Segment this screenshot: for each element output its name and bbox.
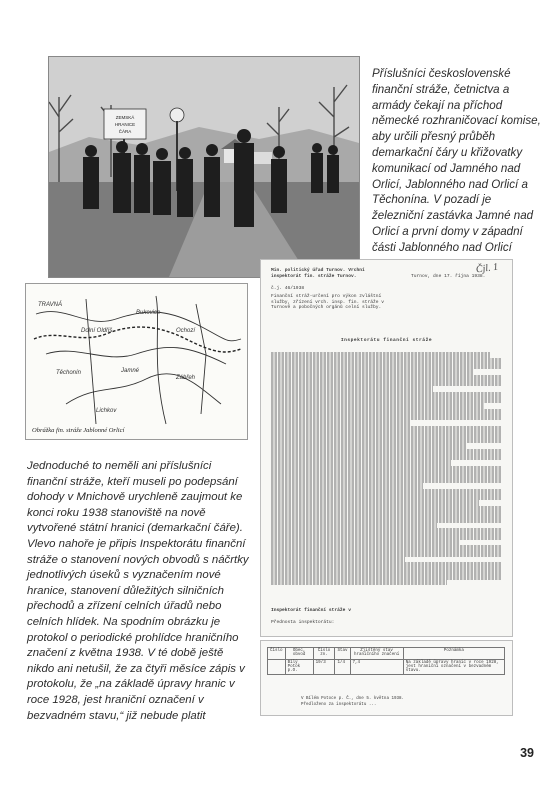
sign-line-1: ZEMSKÁ xyxy=(115,115,135,120)
border-sketch-map xyxy=(25,283,248,440)
table-cell xyxy=(268,660,286,675)
map-label-8: Lichkov xyxy=(96,408,117,414)
table-cell: 1/4 xyxy=(335,660,350,675)
letter-header: Min. politický úřad Turnov. Vrchní inspektorát fin. stráže Turnov. xyxy=(271,268,365,279)
sign-line-3: ČÁRA xyxy=(118,129,132,134)
map-label-4: Ochozí xyxy=(176,328,196,334)
page-number: 39 xyxy=(520,746,534,760)
table-cell: 7,4 xyxy=(350,660,403,675)
table-header: Číslo zn. xyxy=(313,648,335,660)
letter-number: č.j. 46/1938 xyxy=(271,286,305,291)
documents-caption: Jednoduché to neměli ani příslušníci finanční stráže, kteří museli po podepsání dohody v Mnichově urychleně zaujmout ke konci roku 1938 stanoviště na nově vytvořené státní hranici (demarkační čáře). Vlevo nahoře je připis Inspektorátu finanční stráže o stanovení nových obvodů s náčrtky jednotlivých úseků s vyznačením nové hranice, stanovení důležitých silničních přechodů a zřízení celních úřadů nebo celních hlídek. Na spodním obrázku je protokol o periodické prohlídce hraničního značení z května 1938. V té době ještě nikdo ani netušil, že za čtyři měsíce zápis v protokolu, že „na základě úpravy hranic v roce 1928, jest hraniční označení v bezvadném stavu,“ již nebude platit xyxy=(27,460,249,722)
letter-body-lines xyxy=(271,352,502,585)
map-label-2: Dolní Oldřiš xyxy=(81,328,113,334)
table-cell: Bílý Potok p.O. xyxy=(285,660,313,675)
table-header: Stav xyxy=(335,648,350,660)
inspection-protocol xyxy=(260,640,513,716)
letter-subject: Finanční stráž-určení pro výkon zvláštní služby, zřízení vrch. insp. fin. stráže v Turnově a pobočných orgánů celní služby. xyxy=(271,294,385,311)
letter-sign-block: Inspektorát finanční stráže v xyxy=(271,608,351,613)
letter-closing: Přednosta inspektorátu: xyxy=(271,620,335,625)
protocol-footer-2: Předloženo za inspektorátu ... xyxy=(301,703,377,707)
map-label-7: Zábřeh xyxy=(176,375,196,381)
handwritten-stamp: Čjl. 1 xyxy=(475,261,499,276)
map-label-6: Jamné xyxy=(121,368,140,374)
protocol-table xyxy=(267,647,505,675)
table-header: Obec, obvod xyxy=(285,648,313,660)
border-photo xyxy=(48,56,360,278)
letter-date: Turnov, dne 17. října 1938. xyxy=(411,274,486,279)
table-row xyxy=(268,660,505,675)
letter-title: Inspektorátu finanční stráže xyxy=(340,338,433,343)
map-label-travna: TRAVNÁ xyxy=(38,302,63,308)
table-header: Poznámka xyxy=(403,648,504,660)
sign-line-2: HRANICE xyxy=(114,122,136,127)
photo-caption: Příslušníci československé finanční stráže, četnictva a armády čekají na příchod německé rozhraničovací komise, aby určili přesný průběh demarkační čáry u křižovatky komunikací od Jamného nad Orlicí, Jablonného nad Orlicí a Těchonína. V pozadí je železniční zastávka Jamné nad Orlicí a první domy v západní části Jablonného nad Orlicí xyxy=(372,67,541,254)
table-header: Zjištěný stav hraničního značení xyxy=(350,648,403,660)
table-cell: 19/3 xyxy=(313,660,335,675)
map-signature: Obrážka fin. stráže Jablonné Orlicí xyxy=(32,427,125,434)
map-label-3: Bukovice xyxy=(136,310,161,316)
protocol-footer: V Bílém Potoce p. Č., dne 5. května 1938. xyxy=(301,697,405,701)
table-header: Číslo xyxy=(268,648,286,660)
inspectorate-letter xyxy=(260,259,513,637)
table-cell: Na základě úpravy hranic v roce 1928, jest hraniční označení v bezvadném stavu. xyxy=(403,660,504,675)
map-label-5: Těchonín xyxy=(56,370,82,376)
